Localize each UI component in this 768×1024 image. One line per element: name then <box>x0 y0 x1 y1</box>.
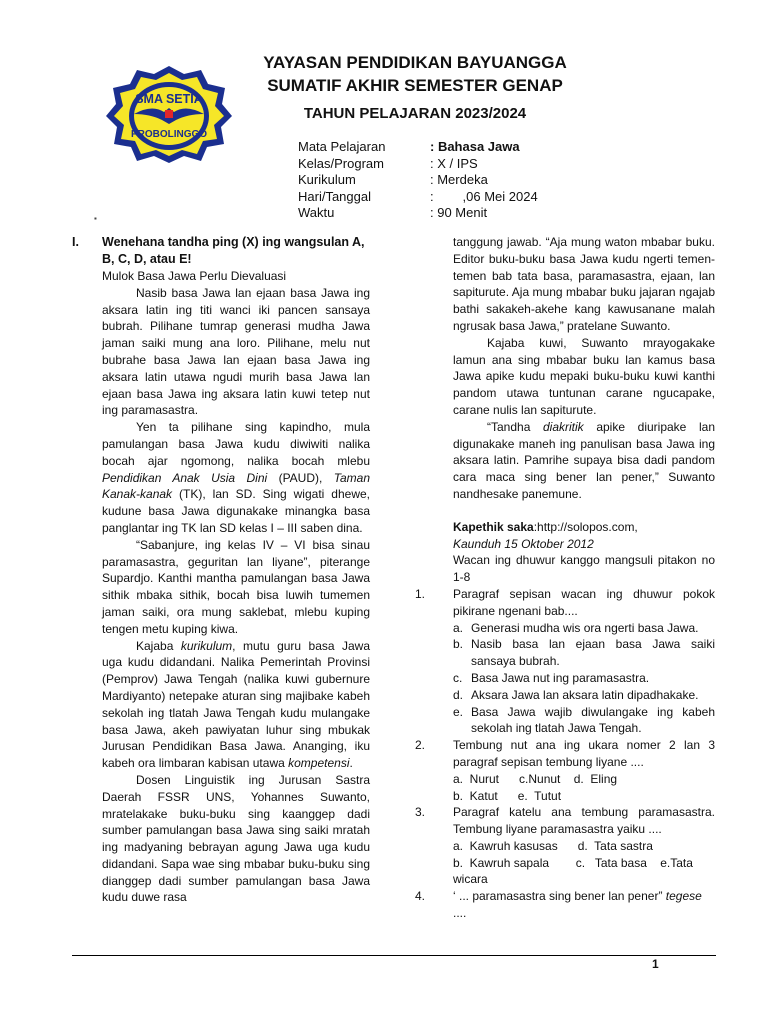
exam-info <box>298 139 538 222</box>
article-title: Mulok Basa Jawa Perlu Dievaluasi <box>102 269 287 283</box>
info-row-curriculum: Kurikulum : Merdeka <box>298 172 488 187</box>
source-citation: Kapethik saka:http://solopos.com, <box>453 519 638 534</box>
source-date: Kaunduh 15 Oktober 2012 <box>453 536 594 551</box>
question-number: 1. <box>415 586 426 601</box>
document-header <box>240 52 590 123</box>
option-c[interactable]: c. Basa Jawa nut ing paramasastra. <box>453 670 650 685</box>
logo-top-text: SMA SETIA <box>135 92 203 106</box>
question-number: 4. <box>415 889 426 904</box>
logo-bottom-text: PROBOLINGGO <box>130 129 208 140</box>
school-logo <box>104 64 234 164</box>
info-row-time: Waktu : 90 Menit <box>298 205 488 220</box>
option-b[interactable]: b. Nasib basa lan ejaan basa Jawa saiki sansaya bubrah. <box>453 637 715 669</box>
option-e[interactable]: e. Basa Jawa wajib diwulangake ing kabeh sekolah ing tlatah Jawa Tengah. <box>453 704 715 736</box>
info-row-date: Hari/Tanggal : ,06 Mei 2024 <box>298 188 538 204</box>
article-paragraph-6: Kajaba kuwi, Suwanto mrayogakake lamun ana sing mbabar buku lan kamus basa Jawa apike kudu mepaki buku-buku kuwi kanthi pandom utawa tuntunan carane ngucapake, carane nulis lan sapiturute. <box>453 335 715 417</box>
article-paragraph-4: Kajaba kurikulum, mutu guru basa Jawa uga kudu didandani. Nalika Pemerintah Provinsi (Pemprov) Jawa Tengah (nalika kuwi gubernure Mardiyanto) netepake aturan sing majibake kabeh sekolah ing tlatah Jawa Tengah kudu mulangake basa Jawa, akeh pawiyatan luhur sing mbukak Jurusan Pendidikan Basa Jawa. Ananging, iku kabeh ora limbaran kabisan utawa kompetensi. <box>102 638 370 771</box>
question-number: 2. <box>415 738 426 753</box>
question-3 <box>415 804 715 888</box>
info-row-class: Kelas/Program : X / IPS <box>298 155 478 171</box>
option-a[interactable]: a. Generasi mudha wis ora ngerti basa Jawa. <box>453 620 699 635</box>
question-2-options-line-2[interactable]: b. Katut e. Tutut <box>453 788 562 803</box>
exam-title: SUMATIF AKHIR SEMESTER GENAP <box>267 76 563 95</box>
section-title: Wenehana tandha ping (X) ing wangsulan A, B, C, D, atau E! <box>102 235 365 266</box>
foundation-name: YAYASAN PENDIDIKAN BAYUANGGA <box>263 53 567 72</box>
question-4 <box>415 888 715 922</box>
page-number: 1 <box>652 957 659 971</box>
option-d[interactable]: d. Aksara Jawa lan aksara latin dipadhakake. <box>453 687 699 702</box>
question-number: 3. <box>415 805 426 820</box>
info-row-subject: Mata Pelajaran : Bahasa Jawa <box>298 139 520 154</box>
left-column <box>102 234 370 906</box>
article-paragraph-5: Dosen Linguistik ing Jurusan Sastra Daerah FSSR UNS, Yohannes Suwanto, mratelakake buku-buku sing kaanggep dadi sumber pamulangan basa Jawa sing saiki mratah ing madyaning bebrayan agung Jawa uga kudu didandani. Sapa wae sing mbabar buku-buku sing dianggep dadi sumber pamulangan basa Jawa kudu duwe rasa <box>102 772 370 905</box>
question-text: ‘ ... paramasastra sing bener lan pener” tegese .... <box>453 889 702 921</box>
question-1 <box>415 586 715 737</box>
article-paragraph-5-continued: tanggung jawab. “Aja mung waton mbabar buku. Editor buku-buku basa Jawa kudu ngerti temen-temen bab tata basa, paramasastra, ejaan, lan sapiturute. Aja mung mbabar buku jajaran ngajab bathi sakakeh-akehe kang kawusanane malah ngrusak basa Jawa,” pratelane Suwanto. <box>453 235 715 333</box>
question-text: Tembung nut ana ing ukara nomer 2 lan 3 paragraf sepisan tembung liyane .... <box>453 738 715 769</box>
article-paragraph-3: “Sabanjure, ing kelas IV – VI bisa sinau paramasastra, geguritan lan liyane”, piterange Supardjo. Kanthi mantha pamulangan basa Jawa sithik mbaka sithik, bocah bisa luwih tumemen jaman saiki, ora mung saklebat, mlebu kuping tengen metu kuping kiwa. <box>102 537 370 636</box>
question-3-options-line-2[interactable]: b. Kawruh sapala c. Tata basa e.Tata wicara <box>453 855 697 887</box>
article-paragraph-2: Yen ta pilihane sing kapindho, mula pamulangan basa Jawa kudu diwiwiti nalika bocah ajar ngomong, nalika bocah mlebu Pendidikan Anak Usia Dini (PAUD), Taman Kanak-kanak (TK), lan SD. Sing wigati dhewe, kudune basa Jawa digunakake minangka basa panglantar ing TK lan SD kelas I – III saben dina. <box>102 420 370 535</box>
stray-mark: ▪ <box>94 214 97 223</box>
question-3-options-line-1[interactable]: a. Kawruh kasusas d. Tata sastra <box>453 838 653 853</box>
question-2-options-line-1[interactable]: a. Nurut c.Nunut d. Eling <box>453 771 618 786</box>
article-paragraph-7: “Tandha diakritik apike diuripake lan digunakake maneh ing panulisan basa Jawa ing aksara latin. Pamrihe supaya bisa dadi pandom cara maca sing bener lan pener,” Suwanto nandhesake panemune. <box>453 419 715 501</box>
section-number: I. <box>72 235 79 249</box>
question-text: Paragraf sepisan wacan ing dhuwur pokok pikirane ngenani bab.... <box>453 586 715 618</box>
reading-instruction: Wacan ing dhuwur kanggo mangsuli pitakon no 1-8 <box>453 553 715 585</box>
footer-rule <box>72 955 716 956</box>
right-column <box>415 234 715 922</box>
question-2 <box>415 737 715 804</box>
article-paragraph-1: Nasib basa Jawa lan ejaan basa Jawa ing aksara latin ing titi wanci iki pancen sansaya bubrah. Pilihane tumrap generasi mudha Jawa jaman saiki mung ana loro. Pilihane, melu nut bubrahe basa Jawa lan ejaan basa Jawa ing aksara latin utawa ngudi murih basa Jawa lan ejaan basa Jawa ing aksara latin kuwi tetep nut ing paramasastra. <box>102 285 370 418</box>
academic-year: TAHUN PELAJARAN 2023/2024 <box>303 105 527 122</box>
question-text: Paragraf katelu ana tembung paramasastra. Tembung liyane paramasastra yaiku .... <box>453 805 715 837</box>
